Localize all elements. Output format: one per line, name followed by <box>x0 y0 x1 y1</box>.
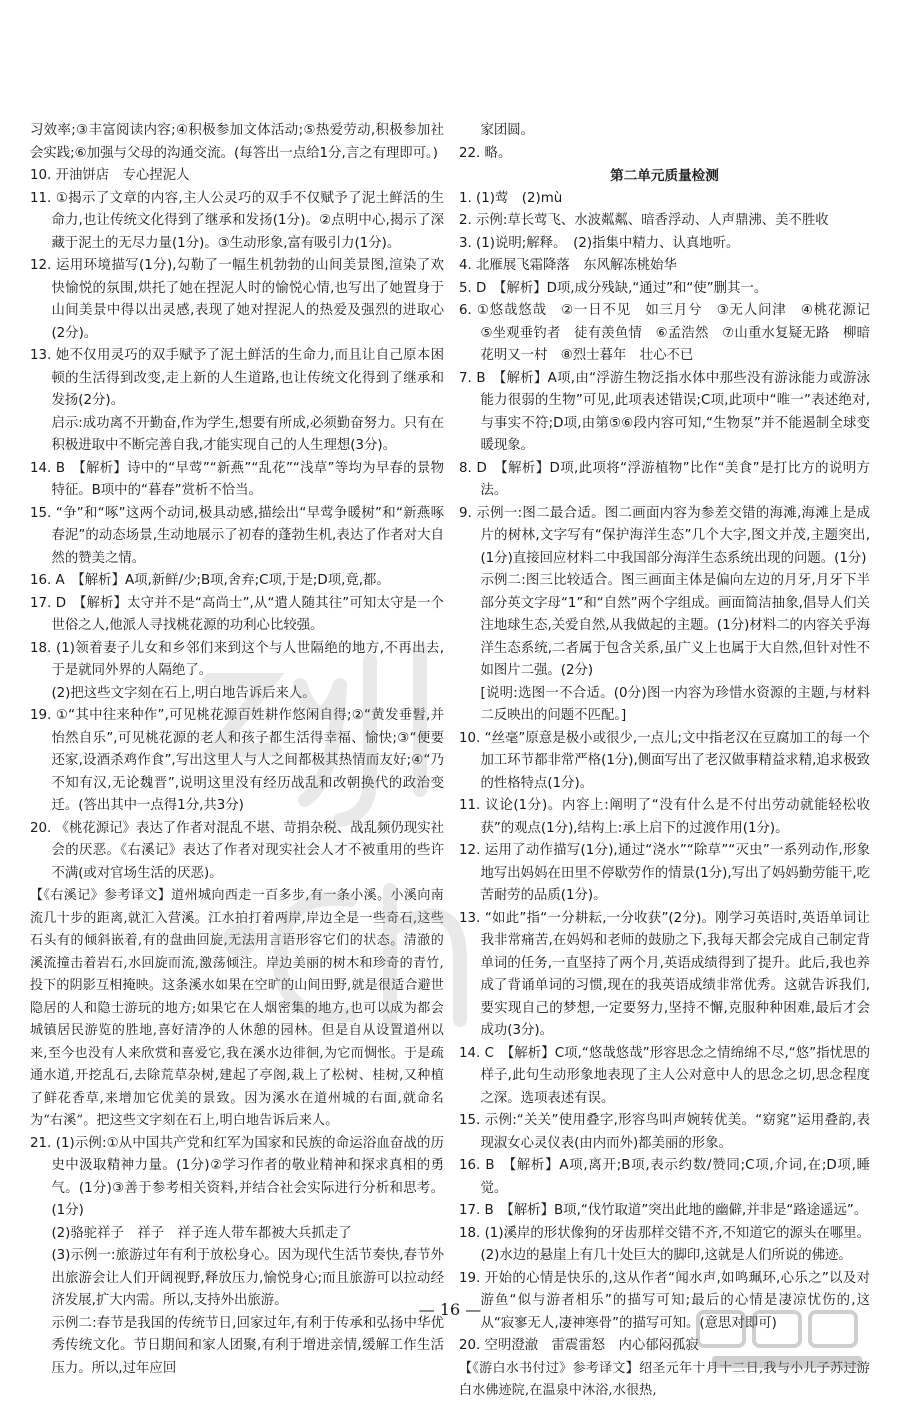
answer-paragraph: 16. B 【解析】A项,离开;B项,表示约数/赞同;C项,介词,在;D项,睡觉。 <box>459 1158 870 1196</box>
answer-paragraph: 8. D 【解析】D项,此项将“浮游植物”比作“美食”是打比方的说明方法。 <box>459 460 870 498</box>
answer-paragraph: 4. 北雁展飞霜降落 东风解冻桃始华 <box>459 258 677 273</box>
answer-paragraph: 16. A 【解析】A项,新鲜/少;B项,舍弃;C项,于是;D项,竟,都。 <box>30 573 390 588</box>
answer-paragraph: 示例二:春节是我国的传统节日,回家过年,有利于传承和弘扬中华优秀传统文化。节日期间和家人团聚,有利于增进亲情,缓解工作生活压力。所以,过年应回 <box>51 1315 444 1376</box>
translation-paragraph: 【《游白水书付过》参考译文】绍圣元年十月十二日,我与小儿子苏过游白水佛迹院,在温泉中沐浴,水很热, <box>459 1360 870 1398</box>
answer-paragraph: 22. 略。 <box>459 145 512 161</box>
answer-paragraph: 18. (1)领着妻子儿女和乡邻们来到这个与人世隔绝的地方,不再出去,于是就同外界的人隔绝了。 <box>30 640 444 678</box>
answer-paragraph: [说明:选图一不合适。(0分)图一内容为珍惜水资源的主题,与材料二反映出的问题不匹配。] <box>480 685 870 723</box>
translation-paragraph: 【《右溪记》参考译文】道州城向西走一百多步,有一条小溪。小溪向南流几十步的距离,就汇入营溪。江水拍打着两岸,岸边全是一些奇石,这些石头有的倾斜嵌着,有的盘曲回旋,无法用言语形容它们的状态。清澈的溪流撞击着岩石,水回旋而流,激荡倾注。岸边美丽的树木和珍奇的青竹,投下的阴影互相掩映。这条溪水如果在空旷的山间田野,就是很适合避世隐居的人和隐士游玩的地方;如果它在人烟密集的地方,也可以成为都会城镇居民游览的胜地,喜好清净的人休憩的园林。但是自从设置道州以来,至今也没有人来欣赏和喜爱它,我在溪水边徘徊,为它而惆怅。于是疏通水道,开挖乱石,去除荒草杂树,建起了亭阁,栽上了松树、桂树,又种植了鲜花香草,来增加它优美的景致。因为溪水在道州城的右面,就命名为“右溪”。把这些文字刻在石上,明白地告诉后来人。 <box>30 888 444 1128</box>
answer-paragraph: 12. 运用了动作描写(1分),通过“浇水”“除草”“灭虫”一系列动作,形象地写出妈妈在田里不停歇劳作的情景(1分),写出了妈妈勤劳能干,吃苦耐劳的品质(1分)。 <box>459 843 870 903</box>
answer-paragraph: 7. B 【解析】A项,由“浮游生物泛指水体中那些没有游泳能力或游泳能力很弱的生物”可见,此项表述错误;C项,此项中“唯一”表述绝对,与事实不符;D项,由第⑤⑥段内容可知,“生物泵”并不能遏制全球变暖现象。 <box>459 370 870 453</box>
answer-paragraph: 10. 开油饼店 专心捏泥人 <box>30 168 190 183</box>
answer-paragraph: (2)把这些文字刻在石上,明白地告诉后来人。 <box>51 685 316 701</box>
answer-paragraph: 10. “丝毫”原意是极小或很少,一点儿;文中指老汉在豆腐加工的每一个加工环节都非常严格(1分),侧面写出了老汉做事精益求精,追求极致的性格特点(1分)。 <box>459 730 870 791</box>
left-column <box>30 120 444 1380</box>
answer-paragraph: 1. (1)莺 (2)mù <box>459 190 563 206</box>
section-heading: 第二单元质量检测 <box>610 168 719 184</box>
answer-paragraph: 15. “争”和“啄”这两个动词,极具动感,描绘出“早莺争暖树”和“新燕啄春泥”的动态场景,生动地展示了初春的蓬勃生机,表达了作者对大自然的赞美之情。 <box>30 505 444 566</box>
answer-paragraph: 13. 她不仅用灵巧的双手赋予了泥土鲜活的生命力,而且让自己原本困顿的生活得到改变,走上新的人生道路,也让传统文化得到了继承和发扬(2分)。 <box>30 348 444 408</box>
answer-paragraph: 14. B 【解析】诗中的“早莺”“新燕”“乱花”“浅草”等均为早春的景物特征。B项中的“暮春”赏析不恰当。 <box>30 460 444 498</box>
answer-paragraph: 13. “如此”指“一分耕耘,一分收获”(2分)。刚学习英语时,英语单词让我非常痛苦,在妈妈和老师的鼓励之下,我每天都会完成自己制定背单词的任务,一直坚持了两个月,英语成绩得到了提升。此后,我也养成了背诵单词的习惯,现在的我英语成绩非常优秀。这就告诉我们,要实现自己的梦想,一定要努力,坚持不懈,克服种种困难,最后才会成功(3分)。 <box>459 910 870 1038</box>
answer-paragraph: 19. ①“其中往来种作”,可见桃花源百姓耕作悠闲自得;②“黄发垂髫,并怡然自乐”,可见桃花源的老人和孩子都生活得幸福、愉快;③“便要还家,设酒杀鸡作食”,写出这里人与人之间都极其热情而友好;④“乃不知有汉,无论魏晋”,说明这里没有经历战乱和改朝换代的政治变迁。(答出其中一点得1分,共3分) <box>30 708 444 813</box>
answer-paragraph: 20. 《桃花源记》表达了作者对混乱不堪、苛捐杂税、战乱频仍现实社会的厌恶。《右溪记》表达了作者对现实社会人才不被重用的些许不满(或对官场生活的厌恶)。 <box>30 820 444 881</box>
answer-paragraph: 17. B 【解析】B项,“伐竹取道”突出此地的幽僻,并非是“路途遥远”。 <box>459 1203 868 1218</box>
answer-paragraph: 14. C 【解析】C项,“悠哉悠哉”形容思念之情绵绵不尽,“悠”指忧思的样子,此句生动形象地表现了主人公对意中人的思念之切,思念程度之深。选项表述有误。 <box>459 1045 870 1106</box>
answer-paragraph: 家团圆。 <box>480 123 534 138</box>
answer-paragraph: 19. 开始的心情是快乐的,这从作者“闻水声,如鸣珮环,心乐之”以及对游鱼“似与游者相乐”的描写可知;最后的心情是凄凉忧伤的,这从“寂寥无人,凄神寒骨”的描写可知。(意思对即可) <box>459 1270 870 1331</box>
right-column <box>459 120 884 1403</box>
page-number: — 16 — <box>418 1300 482 1319</box>
answer-paragraph: (3)示例一:旅游过年有利于放松身心。因为现代生活节奏快,春节外出旅游会让人们开阔视野,释放压力,愉悦身心;而且旅游可以拉动经济发展,扩大内需。所以,支持外出旅游。 <box>51 1248 444 1308</box>
answer-paragraph: 示例二:图三比较适合。图三画面主体是偏向左边的月牙,月牙下半部分英文字母“1”和“自然”两个字组成。画面简洁抽象,倡导人们关注地球生态,关爱自然,从我做起的主题。(1分)材料二的内容关乎海洋生态系统,二者属于包含关系,虽广义上也属于大自然,但针对性不如图片二强。(2分) <box>480 573 870 678</box>
answer-paragraph: 11. 议论(1分)。内容上:阐明了“没有什么是不付出劳动就能轻松收获”的观点(1分),结构上:承上启下的过渡作用(1分)。 <box>459 798 870 836</box>
corner-logo <box>692 1306 882 1376</box>
answer-paragraph: 习效率;③丰富阅读内容;④积极参加文体活动;⑤热爱劳动,积极参加社会实践;⑥加强与父母的沟通交流。(每答出一点给1分,言之有理即可。) <box>30 123 444 161</box>
answer-paragraph: 12. 运用环境描写(1分),勾勒了一幅生机勃勃的山间美景图,渲染了欢快愉悦的氛围,烘托了她在捏泥人时的愉悦心情,也写出了她置身于山间美景中得以出灵感,表现了她对捏泥人的热爱及强烈的进取心(2分)。 <box>30 258 444 341</box>
answer-paragraph: 3. (1)说明;解释。 (2)指集中精力、认真地听。 <box>459 235 740 251</box>
answer-paragraph: 5. D 【解析】D项,成分残缺,“通过”和“使”删其一。 <box>459 280 768 296</box>
answer-paragraph: 18. (1)溪岸的形状像狗的牙齿那样交错不齐,不知道它的源头在哪里。(2)水边的悬崖上有几十处巨大的脚印,这就是人们所说的佛迹。 <box>459 1225 870 1263</box>
answer-paragraph: 21. (1)示例:①从中国共产党和红军为国家和民族的命运浴血奋战的历史中汲取精神力量。(1分)②学习作者的敬业精神和探求真相的勇气。(1分)③善于参考相关资料,并结合社会实际进行分析和思考。(1分) <box>30 1135 444 1218</box>
answer-paragraph: 20. 空明澄澈 雷震雷怒 内心郁闷孤寂 <box>459 1338 699 1353</box>
answer-paragraph: 15. 示例:“关关”使用叠字,形容鸟叫声婉转优美。“窈窕”运用叠韵,表现淑女心灵仪表(由内而外)都美丽的形象。 <box>459 1113 870 1151</box>
answer-paragraph: 6. ①悠哉悠哉 ②一日不见 如三月兮 ③无人问津 ④桃花源记 ⑤坐观垂钓者 徒有羡鱼情 ⑥孟浩然 ⑦山重水复疑无路 柳暗花明又一村 ⑧烈士暮年 壮心不已 <box>459 303 884 363</box>
answer-paragraph: 9. 示例一:图二最合适。图二画面内容为参差交错的海滩,海滩上是成片的树林,文字写有“保护海洋生态”几个大字,图文并茂,主题突出,(1分)直接回应材料二中我国部分海洋生态系统出现的问题。(1分) <box>459 505 870 566</box>
answer-paragraph: (2)骆驼祥子 祥子 祥子连人带车都被大兵抓走了 <box>51 1225 352 1241</box>
answer-paragraph: 启示:成功离不开勤奋,作为学生,想要有所成,必须勤奋努力。只有在积极进取中不断完善自我,才能实现自己的人生理想(3分)。 <box>51 415 444 453</box>
answer-paragraph: 11. ①揭示了文章的内容,主人公灵巧的双手不仅赋予了泥土鲜活的生命力,也让传统文化得到了继承和发扬(1分)。②点明中心,揭示了深藏于泥土的无尽力量(1分)。③生动形象,富有吸引力(1分)。 <box>30 190 444 251</box>
answer-paragraph: 2. 示例:草长莺飞、水波粼粼、暗香浮动、人声鼎沸、美不胜收 <box>459 213 829 228</box>
answer-paragraph: 17. D 【解析】太守并不是“高尚士”,从“遣人随其往”可知太守是一个世俗之人,他派人寻找桃花源的功利心比较强。 <box>30 595 444 633</box>
